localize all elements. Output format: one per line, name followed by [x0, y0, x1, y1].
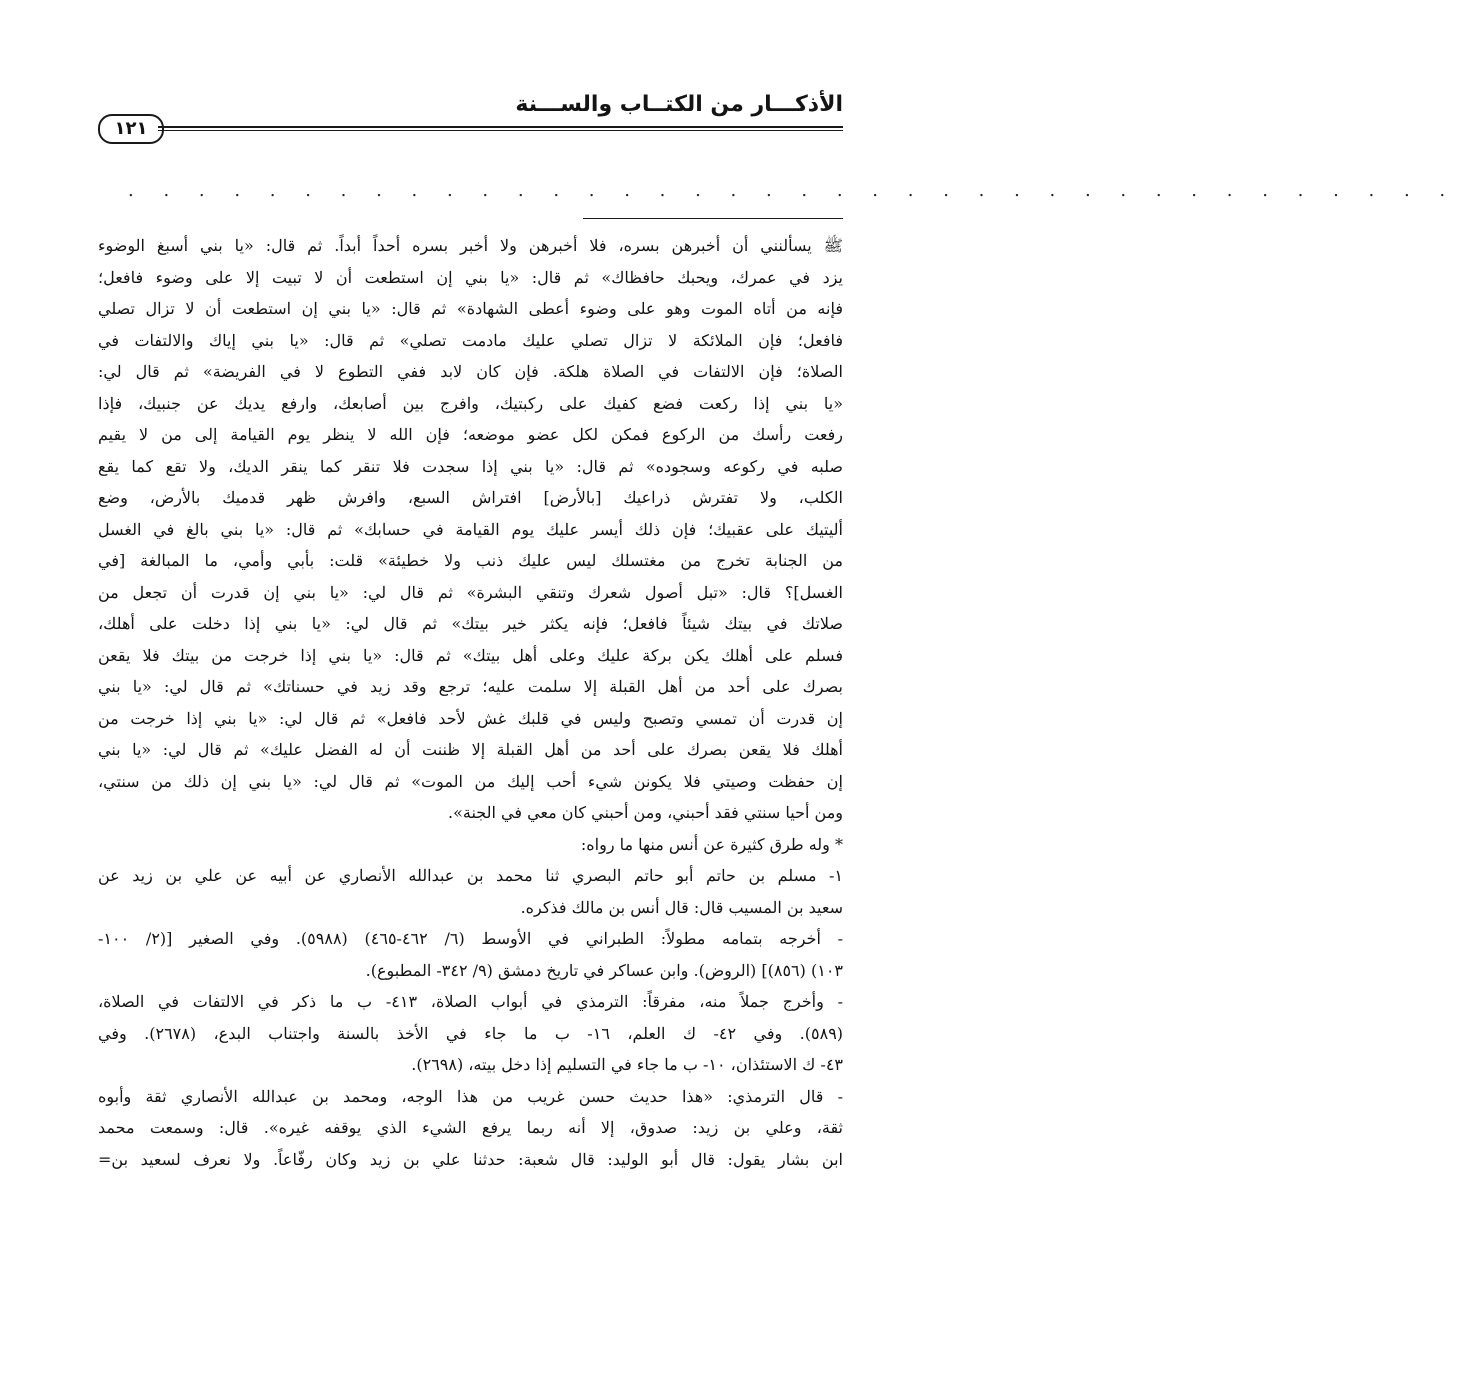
footnote-line: الكلب، ولا تفترش ذراعيك [بالأرض] افتراش السبع، وافرش ظهر قدميك بالأرض، وضع [98, 488, 843, 507]
footnote-line: صلبه في ركوعه وسجوده» ثم قال: «يا بني إذا سجدت فلا تنقر كما ينقر الديك، ولا تقع كما يقع [98, 456, 843, 476]
footnote-line: الصلاة؛ فإن الالتفات في الصلاة هلكة. فإن كان لابد ففي التطوع لا في الفريضة» ثم قال لي: [98, 362, 843, 381]
footnote-line: فسلم على أهلك يكن بركة عليك وعلى أهل بيتك» ثم قال: «يا بني إذا خرجت من بيتك فلا يقعن [98, 645, 844, 665]
footnote-line: ابن بشار يقول: قال أبو الوليد: قال شعبة: حدثنا علي بن زيد وكان رفّاعاً. ولا نعرف لسعيد بن= [98, 1149, 843, 1169]
footnote-line: يزد في عمرك، ويحبك حافظاك» ثم قال: «يا بني إن استطعت أن لا تبيت إلا على وضوء فافعل؛ [98, 267, 843, 287]
page-number-badge: ١٢١ [98, 114, 164, 144]
footnote-line: ثقة، وعلي بن زيد: صدوق، إلا أنه ربما يرفع الشيء الذي يوقفه غيره». قال: وسمعت محمد [98, 1118, 843, 1137]
footnote-line: - قال الترمذي: «هذا حديث حسن غريب من هذا الوجه، ومحمد بن عبدالله الأنصاري ثقة وأبوه [98, 1086, 843, 1106]
dotted-separator: . . . . . . . . . . . . . . . . . . . . . . . . . . . . . . . . . . . . . . [128, 180, 1457, 201]
footnote-line: رفعت رأسك من الركوع فمكن لكل عضو موضعه؛ فإن الله لا ينظر يوم القيامة إلى من لا يقيم [98, 425, 843, 444]
footnote-line: «يا بني إذا ركعت فضع كفيك على ركبتيك، وافرج بين أصابعك، وارفع يديك عن جنبيك، فإذا [98, 393, 843, 413]
footnote-line: إن حفظت وصيتي فلا يكونن شيء أحب إليك من الموت» ثم قال لي: «يا بني إن ذلك من سنتي، [98, 771, 843, 791]
footnote-line: من الجنابة تخرج من مغتسلك ليس عليك ذنب ولا خطيئة» قلت: بأبي وأمي، ما المبالغة [في [98, 551, 843, 570]
footnote-line: بصرك على أحد من أهل القبلة إلا سلمت عليه؛ ترجع وقد زيد في حسناتك» ثم قال لي: «يا بني [98, 677, 843, 696]
footnote-line: ١- مسلم بن حاتم أبو حاتم البصري ثنا محمد بن عبدالله الأنصاري عن أبيه عن علي بن زيد عن [98, 866, 843, 885]
footnote-separator-line [583, 218, 843, 219]
footnote-line: - أخرجه بتمامه مطولاً: الطبراني في الأوسط (٦/ ٤٦٢-٤٦٥) (٥٩٨٨). وفي الصغير [(٢/ ١٠٠- [98, 929, 844, 948]
footnote-line: ﷺ يسألنني أن أخبرهن بسره، فلا أخبرهن ولا أخبر بسره أحداً أبداً. ثم قال: «يا بني أسبغ الوضوء [98, 236, 843, 255]
footnote-body [98, 230, 843, 1175]
footnote-line: أهلك فلا يقعن بصرك على أحد من أهل القبلة إلا ظننت أن له الفضل عليك» ثم قال لي: «يا بني [98, 740, 843, 759]
footnote-line: ٤٣- ك الاستئذان، ١٠- ب ما جاء في التسليم إذا دخل بيته، (٢٦٩٨). [411, 1055, 843, 1074]
header-rule [158, 126, 843, 131]
footnote-line: فإنه من أتاه الموت وهو على وضوء أعطى الشهادة» ثم قال: «يا بني إن استطعت أن لا تزال تصلي [98, 299, 843, 318]
footnote-line: - وأخرج جملاً منه، مفرقاً: الترمذي في أبواب الصلاة، ٤١٣- ب ما ذكر في الالتفات في الصلاة، [98, 992, 843, 1011]
footnote-line: * وله طرق كثيرة عن أنس منها ما رواه: [580, 834, 843, 854]
footnote-line: صلاتك في بيتك شيئاً فافعل؛ فإنه يكثر خير بيتك» ثم قال لي: «يا بني إذا دخلت على أهلك، [98, 614, 844, 633]
footnote-line: ومن أحيا سنتي فقد أحبني، ومن أحبني كان معي في الجنة». [448, 803, 843, 822]
running-header-title: الأذكـــار من الكتــاب والســـنة [515, 92, 843, 117]
footnote-line: الغسل]؟ قال: «تبل أصول شعرك وتنقي البشرة» ثم قال لي: «يا بني إن قدرت أن تجعل من [98, 582, 843, 602]
footnote-line: (٥٨٩). وفي ٤٢- ك العلم، ١٦- ب ما جاء في الأخذ بالسنة واجتناب البدع، (٢٦٧٨). وفي [98, 1023, 844, 1043]
footnote-line: سعيد بن المسيب قال: قال أنس بن مالك فذكره. [520, 897, 843, 917]
footnote-line: فافعل؛ فإن الملائكة لا تزال تصلي عليك مادمت تصلي» ثم قال: «يا بني إياك والالتفات في [98, 330, 844, 350]
footnote-line: إن قدرت أن تمسي وتصبح وليس في قلبك غش لأحد فافعل» ثم قال لي: «يا بني إذا خرجت من [98, 708, 843, 728]
footnote-line: ١٠٣) (٨٥٦)] (الروض). وابن عساكر في تاريخ دمشق (٩/ ٣٤٢- المطبوع). [365, 960, 843, 980]
footnote-line: أليتيك على عقبيك؛ فإن ذلك أيسر عليك يوم القيامة في حسابك» ثم قال: «يا بني بالغ في الغسل [98, 519, 843, 539]
